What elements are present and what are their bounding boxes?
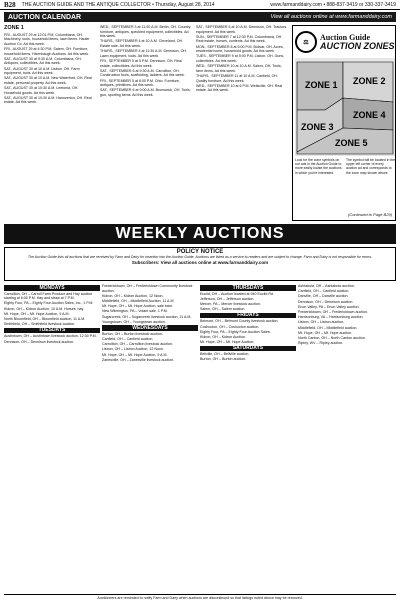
day-heading: TUESDAYS [4,328,100,334]
day-heading: MONDAYS [4,285,100,291]
auction-listing: Carrollton, OH – Carroll Farm Produce and Hay auction starting at 6:00 P.M. Hay and straw at 7 P.M. [4,291,93,301]
gavel-icon: ⚖ [295,31,317,53]
auction-listing: Middlefield, OH – Middlefield auction. [298,325,358,330]
zone-caption-left: Look for the zone symbols on our ads in the Auction Guide to more easily locate the auctions in which you're interested. [295,158,342,175]
auction-calendar-banner [4,12,396,22]
day-heading: THURSDAYS [200,285,296,291]
auction-listing: Eighty Four, PA – Eighty Four Auction Sales. [200,329,271,334]
auction-listing: FRI., SEPTEMBER 5 at 5 P.M. Dennison, OH. Real estate, collectibles. Ad this week. [100,58,182,68]
auction-listing: SAT., SEPTEMBER 6 at 9:30 A.M. Carrollton, OH. Construction tools, scaffolding, ladders. Ad this week. [100,68,185,78]
auction-listing: North Canton, OH – North Canton auction. [298,335,366,340]
page-footer: Auctioneers are reminded to notify Farm and Dairy when auctions are discontinued so that listings noted above may be removed. [4,594,396,608]
weekly-auctions-title: WEEKLY AUCTIONS [4,224,396,244]
policy-notice-title: POLICY NOTICE [176,249,224,255]
auction-listing: Jefferson, OH – Jefferson auction. [200,296,255,301]
auction-listing: Burton, OH – Burton auction. [200,357,247,362]
auction-listing: THURS., SEPTEMBER 4 at 11:30 A.M. Dennison, OH. Lawn equipment, tools. Ad this week. [100,49,188,58]
auction-listing: SAT., AUGUST 30 at 10 A.M. New Waterford, OH. Real estate, personal property. Ad this week. [4,76,92,85]
auction-listing: TUES., SEPTEMBER 9 at 5:00 P.M. Lisbon, OH. Guns, collectibles. Ad this week. [196,54,285,63]
auction-listing: Ripley, WV – Ripley auction. [298,341,344,346]
auction-listing: Lisbon, OH – Lisbon auction. [298,320,345,325]
auction-listing: Belmont, OH – Belmont County livestock auction. [200,319,279,324]
auction-listing: Smithfield, OH – Smithfield livestock auction. [4,322,76,327]
auction-listing: Eighty Four, PA – Eighty Four Auction Sales, Inc., 1 P.M. [4,301,94,306]
zone-label-5: ZONE 5 [335,138,368,148]
zone-map-graphic [295,58,395,156]
auction-listing: Fredericktown, OH – Fredericktown auction. [298,309,369,314]
auction-listing: Danville, OH – Danville auction. [298,294,349,299]
auction-listing: Harrisonburg, VA – Harrisonburg auction. [298,315,364,320]
auction-listing: Canfield, OH – Canfield auction. [102,337,154,342]
auction-listing: Mt. Hope, OH – Mt. Hope auction. [298,330,353,335]
auction-listing: North Bloomfield, OH – Bloomfield auction, 11 A.M. [4,316,86,321]
page-header [0,0,400,10]
auction-listing: Salem, OH – Salem auction. [200,307,246,312]
calendar-title: AUCTION CALENDAR [8,13,82,21]
policy-notice [4,247,396,281]
auction-listing: SAT., AUGUST 30 at 9:30 A.M. Columbiana, OH. Antiques, collectibles. Ad this week. [4,56,82,66]
auction-listing: Coshocton, OH – Coshocton auction. [200,324,260,329]
auction-listing: WED., SEPTEMBER 10 at 10 A.M. Salem, OH. Tools, farm items. Ad this week. [196,64,282,73]
auction-listing: MON., SEPTEMBER 8 at 5:00 P.M. Bolivar, OH. Acres, residential home, household goods. Ad this week. [196,44,284,54]
auction-listing: Burton, OH – Burton livestock auction. [102,331,163,336]
weekly-column-2 [102,284,198,592]
calendar-subtitle: View all auctions online at www.farmanddairy.com [270,14,392,20]
auction-listing: SAT., SEPTEMBER 6 at 10 A.M. Dennison, OH. Tractors, equipment. Ad this week. [196,25,288,34]
auction-listing: Ashtabula, OH – Ashtabula auction. [298,284,355,288]
auction-listing: THURS., SEPTEMBER 4 at 10 A.M. Cleveland, OH. Estate sale. Ad this week. [100,39,184,48]
auction-listing: Mt. Hope, OH – Mt. Hope Auction. [200,340,255,345]
day-heading: SATURDAYS [200,346,296,352]
day-heading: WEDNESDAYS [102,325,198,331]
auction-listing: Kidron, OH – Kidron Auction, 12 Noon. [102,293,164,298]
auction-listing: Canfield, OH – Canfield auction. [298,289,350,294]
header-contact: www.farmanddairy.com • 888-837-3419 or 330-337-3419 [270,1,396,8]
weekly-column-3 [200,284,296,592]
calendar-column-1 [4,25,96,221]
auction-listing: Mercer, PA – Mercer livestock auction. [200,301,261,306]
auction-listing: SAT., SEPTEMBER 6 at 9:00 A.M. Brunswick, OH. Tools, gun, sporting items. Ad this week. [100,88,191,97]
auction-listing: Mt. Hope, OH – Mt. Hope Auction, 9 A.M. [102,352,168,357]
auction-listing: Enon Valley, PA – Enon Valley auction. [298,304,360,309]
zone-caption [295,158,395,175]
auction-listing: Sugarcreek, OH – Sugarcreek livestock auction, 11 A.M. [102,314,192,319]
auction-listing: Mt. Hope, OH – Mt. Hope Auction, 9 A.M. [4,311,70,316]
auction-listing: Middlefield, OH – Middlefield Auction, 11 A.M. [102,298,175,303]
auction-listing: Kidron, OH – Kidron Auction, 10 A.M. Horses, hay. [4,306,85,311]
zone-heading: ZONE 1 [4,25,24,31]
auction-listing: FRI., AUGUST 29 at 4:30 P.M. Salem, OH. Furniture, household items. Hixenbaugh Auctions. Ad this week. [4,46,90,56]
auction-listing: Dennison, OH – Dennison livestock auction. [4,339,75,344]
auction-listing: Carrollton, OH – Carrollton livestock auction. [102,342,173,347]
weekly-column-1 [4,284,100,592]
zone-label-2: ZONE 2 [353,76,386,86]
auction-guide-logo [295,28,395,56]
auction-listing: Mt. Hope, OH – Mt. Hope Auction, sale barn. [102,304,174,309]
auction-listing: Fredericktown, OH – Fredericktown Community livestock auction. [102,284,193,293]
auction-listing: Youngstown, OH – Youngstown auction. [102,319,166,324]
auction-listing: Kidron, OH – Kidron Auction. [200,334,246,339]
auction-listing: Euclid, OH – Auction located at 940 Euclid Rd. [200,291,274,296]
logo-bottom-text: AUCTION ZONES [320,40,395,51]
weekly-column-4 [298,284,396,592]
page-number: B28 [4,0,16,9]
zone-caption-right: The symbol will be located in the upper left corner of every auction ad and corresponds to the zone map shown above. [346,158,396,175]
zone-label-3: ZONE 3 [301,122,334,132]
zone-label-4: ZONE 4 [353,110,386,120]
zone-label-1: ZONE 1 [305,80,338,90]
auction-listing: WED., SEPTEMBER 3 at 11:00 A.M. Berlin, OH. Country furniture, antiques, speckled equipment, collectibles. Ad this week. [100,25,191,39]
auction-listing: Dennison, OH – Dennison auction. [298,299,354,304]
auction-listing: SUN., SEPTEMBER 7 at 12:30 P.M. Columbiana, OH. Real estate, horses, contents. Ad this week. [196,34,283,44]
calendar-column-3 [196,25,288,221]
auction-listing: Bellville, OH – Bellville auction. [200,352,250,357]
continued-note: (Continued to Page B29) [347,212,392,217]
auction-listing: WED., SEPTEMBER 10 at 6 P.M. Wellsville, OH. Real estate. Ad this week. [196,83,283,93]
auction-listing: SAT., AUGUST 30 at 10 A.M. Lisbon, OH. Farm equipment, tools. Ad this week. [4,66,80,76]
policy-notice-body: The Auction Guide lists all auctions that are received by Farm and Dairy for insertion into the Auction Guide. Auctions are listed as a service to readers and are subject to change. Farm and Dairy is not responsible for errors. [27,255,373,259]
auction-listing: Lisbon, OH – Lisbon Auction, 12 Noon. [102,347,164,352]
logo-top-text: Auction Guide [320,32,371,42]
auction-listing: SAT., AUGUST 30 at 10:30 A.M. Leetonia, OH. Household goods. Ad this week. [4,86,79,95]
calendar-column-2 [100,25,192,221]
auction-listing: SAT., AUGUST 30 at 10:30 A.M. Hanoverton, OH. Real estate. Ad this week. [4,95,92,105]
auction-listing: THURS., SEPTEMBER 11 at 10 A.M. Canfield, OH. Quality furniture. Ad this week. [196,73,279,83]
auction-zones-map [292,25,396,221]
auction-listing: Austintown, OH – Austintown livestock auction, 12:30 P.M. [4,334,97,339]
day-heading: FRIDAYS [200,313,296,319]
auction-listing: FRI., AUGUST 29 at 12:01 P.M. Columbiana, OH. Machinery, tools, household items, lawn items. Hauler Auction Co. Ad this week. [4,32,90,46]
auction-listing: Zanesville, OH – Zanesville livestock auction. [102,357,175,362]
subscribers-link[interactable]: Subscribers: View all auctions online at www.farmanddairy.com [131,260,269,266]
auction-listing: FRI., SEPTEMBER 5 at 6:00 P.M. Ohio. Furniture, antiques, primitives. Ad this week. [100,78,180,88]
header-publication: THE AUCTION GUIDE AND THE ANTIQUE COLLECTOR • Thursday, August 28, 2014 [21,1,215,8]
auction-listing: New Wilmington, PA – Volant sale, 1 P.M. [102,309,168,314]
